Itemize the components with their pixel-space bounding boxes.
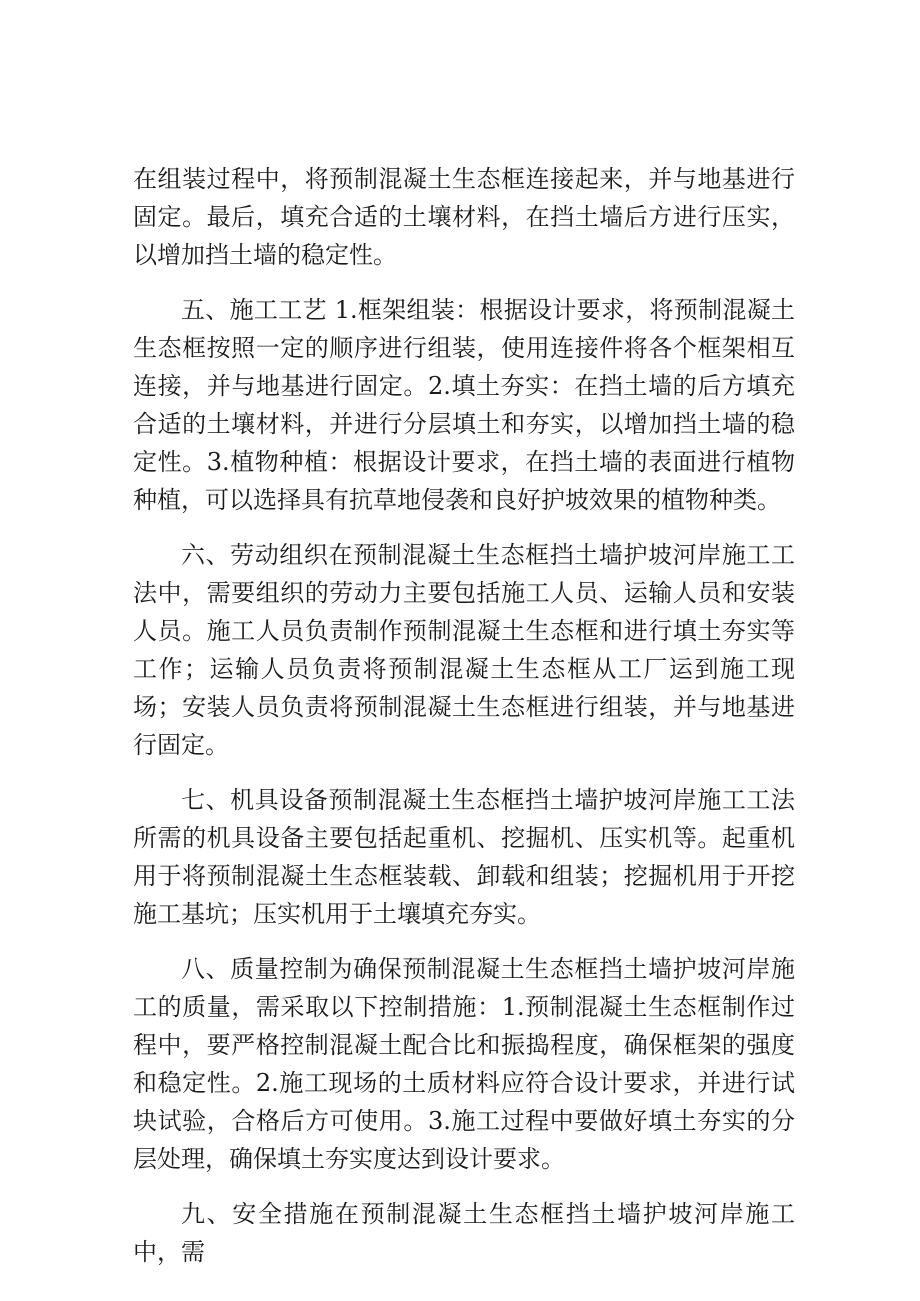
paragraph-equipment: 七、机具设备预制混凝土生态框挡土墙护坡河岸施工工法所需的机具设备主要包括起重机、挖掘机、压实机等。起重机用于将预制混凝土生态框装载、卸载和组装；挖掘机用于开挖施工基坑；压实机用于土壤填充夯实。 [133,786,795,928]
document-body [133,160,795,1288]
paragraph-continuation: 在组装过程中，将预制混凝土生态框连接起来，并与地基进行固定。最后，填充合适的土壤材料，在挡土墙后方进行压实，以增加挡土墙的稳定性。 [133,165,795,269]
paragraph-construction-process: 五、施工工艺 1.框架组装：根据设计要求，将预制混凝土生态框按照一定的顺序进行组装，使用连接件将各个框架相互连接，并与地基进行固定。2.填土夯实：在挡土墙的后方填充合适的土壤材料，并进行分层填土和夯实，以增加挡土墙的稳定性。3.植物种植：根据设计要求，在挡土墙的表面进行植物种植，可以选择具有抗草地侵袭和良好护坡效果的植物种类。 [133,296,795,514]
paragraph-labor-organization: 六、劳动组织在预制混凝土生态框挡土墙护坡河岸施工工法中，需要组织的劳动力主要包括施工人员、运输人员和安装人员。施工人员负责制作预制混凝土生态框和进行填土夯实等工作；运输人员负责将预制混凝土生态框从工厂运到施工现场；安装人员负责将预制混凝土生态框进行组装，并与地基进行固定。 [133,541,795,759]
paragraph-quality-control: 八、质量控制为确保预制混凝土生态框挡土墙护坡河岸施工的质量，需采取以下控制措施：1.预制混凝土生态框制作过程中，要严格控制混凝土配合比和振捣程度，确保框架的强度和稳定性。2.施工现场的土质材料应符合设计要求，并进行试块试验，合格后方可使用。3.施工过程中要做好填土夯实的分层处理，确保填土夯实度达到设计要求。 [133,955,795,1173]
paragraph-safety-measures: 九、安全措施在预制混凝土生态框挡土墙护坡河岸施工中，需 [133,1200,795,1266]
